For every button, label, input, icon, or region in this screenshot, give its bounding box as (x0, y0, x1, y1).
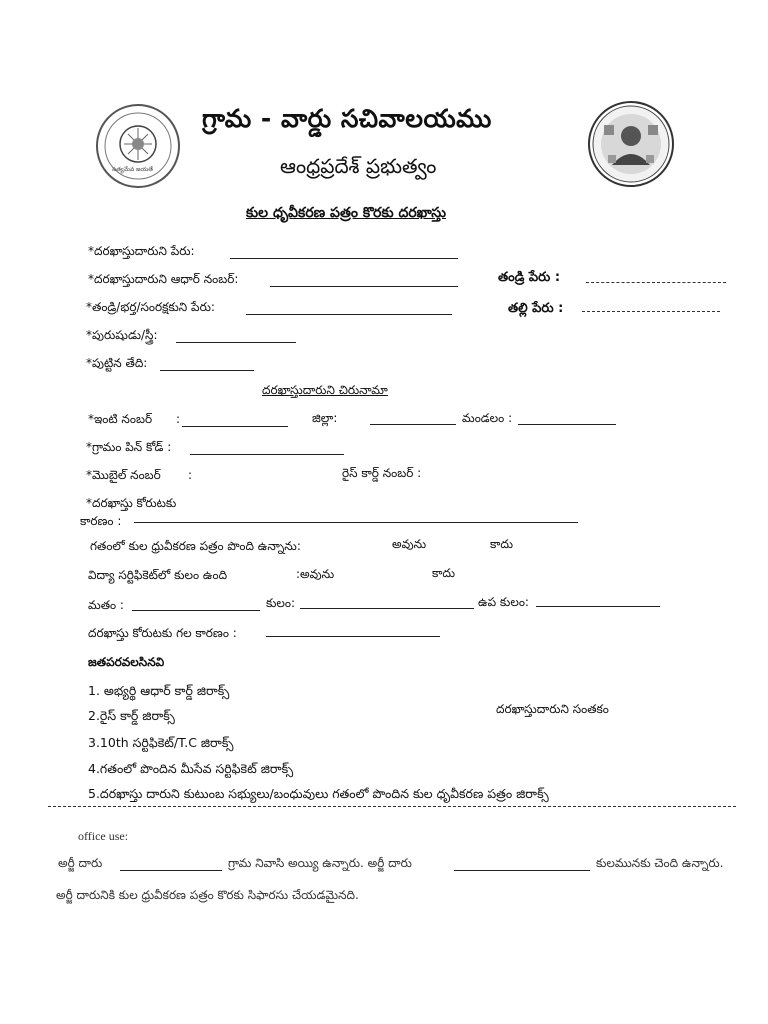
mother-name-label: తల్లి పేరు : (508, 301, 564, 316)
gender-field[interactable] (176, 342, 296, 343)
applicant-name-field[interactable] (230, 258, 458, 259)
subcaste-label: ఉప కులం: (478, 595, 529, 609)
document-item: 3.10th సర్టిఫికెట్/T.C జిరాక్స్ (88, 735, 234, 750)
father-name-label: తండ్రి పేరు : (498, 270, 561, 285)
emblem-icon (98, 106, 178, 186)
mandal-field[interactable] (518, 424, 616, 425)
page-title: గ్రామ - వార్డు సచివాలయము (202, 104, 492, 133)
education-certificate-no[interactable]: కాదు (432, 566, 456, 580)
document-item: 5.దరఖాస్తు దారుని కుటుంబ సభ్యులు/బంధువులు గతంలో పొందిన కుల ధృవీకరణ పత్రం జిరాక్స్ (88, 786, 549, 801)
document-item: 1. అభ్యర్థి ఆధార్ కార్డ్ జిరాక్స్ (88, 683, 230, 698)
form-title: కుల ధృవీకరణ పత్రం కొరకు దరఖాస్తు (246, 205, 446, 221)
address-heading: దరఖాస్తుదారుని చిరునామా (262, 383, 388, 397)
applicant-name-label: *దరఖాస్తుదారుని పేరు: (88, 244, 195, 258)
house-number-colon: : (176, 412, 181, 426)
caste-label: కులం: (266, 596, 296, 610)
dob-label: *పుట్టిన తేది: (86, 356, 148, 370)
village-pin-field[interactable] (190, 454, 344, 455)
reason-field[interactable] (134, 522, 578, 523)
office-recommendation: అర్జీ దారునికి కుల ధ్రువీకరణ పత్రం కొరకు సిఫారసు చేయడమైనది. (56, 888, 359, 902)
guardian-name-label: *తండ్రి/భర్త/సంరక్షకుని పేరు: (86, 300, 215, 314)
education-certificate-question: విద్యా సర్టిఫికెట్‌లో కులం ఉంది (88, 568, 228, 582)
government-emblem-seal (96, 104, 180, 188)
house-number-field[interactable] (182, 426, 288, 427)
office-line1-part1: అర్జీ దారు (58, 856, 103, 870)
reason-label-line1: *దరఖాస్తు కోరుటకు (86, 496, 177, 510)
mobile-number-colon: : (188, 468, 193, 482)
gender-label: *పురుషుడు/స్త్రీ: (86, 328, 158, 342)
district-label: జిల్లా: (312, 411, 338, 425)
signature-label: దరఖాస్తుదారుని సంతకం (496, 702, 609, 716)
village-pin-label: *గ్రామం పిన్ కోడ్ : (86, 440, 172, 454)
father-name-field[interactable] (586, 282, 726, 283)
house-number-label: *ఇంటి నంబర్ (88, 412, 153, 426)
office-caste-field[interactable] (454, 870, 590, 871)
office-use-divider (48, 806, 736, 807)
document-item: 4.గతంలో పొందిన మీసేవ సర్టిఫికెట్ జిరాక్స్ (88, 761, 294, 776)
previous-certificate-no[interactable]: కాదు (490, 537, 514, 551)
office-line1-part3: కులమునకు చెంది ఉన్నారు. (596, 856, 724, 870)
application-reason-field[interactable] (266, 636, 440, 637)
previous-certificate-yes[interactable]: అవును (392, 537, 427, 551)
portrait-seal (588, 101, 674, 187)
subcaste-field[interactable] (536, 606, 660, 607)
mother-name-field[interactable] (582, 311, 720, 312)
portrait-seal-icon (590, 103, 672, 185)
documents-heading: జతపరవలసినవి (88, 655, 165, 669)
document-item: 2.రైస్ కార్డ్ జిరాక్స్ (88, 708, 175, 723)
applicant-aadhaar-label: *దరఖాస్తుదారుని ఆధార్ నంబర్: (88, 272, 239, 286)
office-use-label: office use: (78, 829, 129, 843)
district-field[interactable] (370, 424, 456, 425)
caste-field[interactable] (300, 608, 474, 609)
applicant-aadhaar-field[interactable] (270, 286, 458, 287)
reason-label-line2: కారణం : (80, 514, 122, 528)
guardian-name-field[interactable] (246, 314, 452, 315)
dob-field[interactable] (160, 370, 254, 371)
religion-label: మతం : (88, 598, 124, 612)
rice-card-label: రైస్ కార్డ్ నంబర్ : (342, 466, 422, 480)
emblem-motto: సత్యమేవ జయతే (112, 166, 153, 173)
office-resident-field[interactable] (120, 870, 222, 871)
mandal-label: మండలం : (462, 411, 513, 425)
application-reason-label: దరఖాస్తు కోరుటకు గల కారణం : (88, 626, 237, 640)
mobile-number-label: *మొబైల్ నంబర్ (86, 468, 161, 482)
page-subtitle: ఆంధ్రప్రదేశ్ ప్రభుత్వం (280, 154, 437, 178)
education-certificate-yes[interactable]: :అవును (296, 567, 335, 581)
office-line1-part2: గ్రామ నివాసి అయ్యి ఉన్నారు. అర్జీ దారు (228, 856, 412, 870)
previous-certificate-question: గతంలో కుల ధ్రువీకరణ పత్రం పొంది ఉన్నాను: (90, 539, 301, 553)
religion-field[interactable] (132, 610, 260, 611)
